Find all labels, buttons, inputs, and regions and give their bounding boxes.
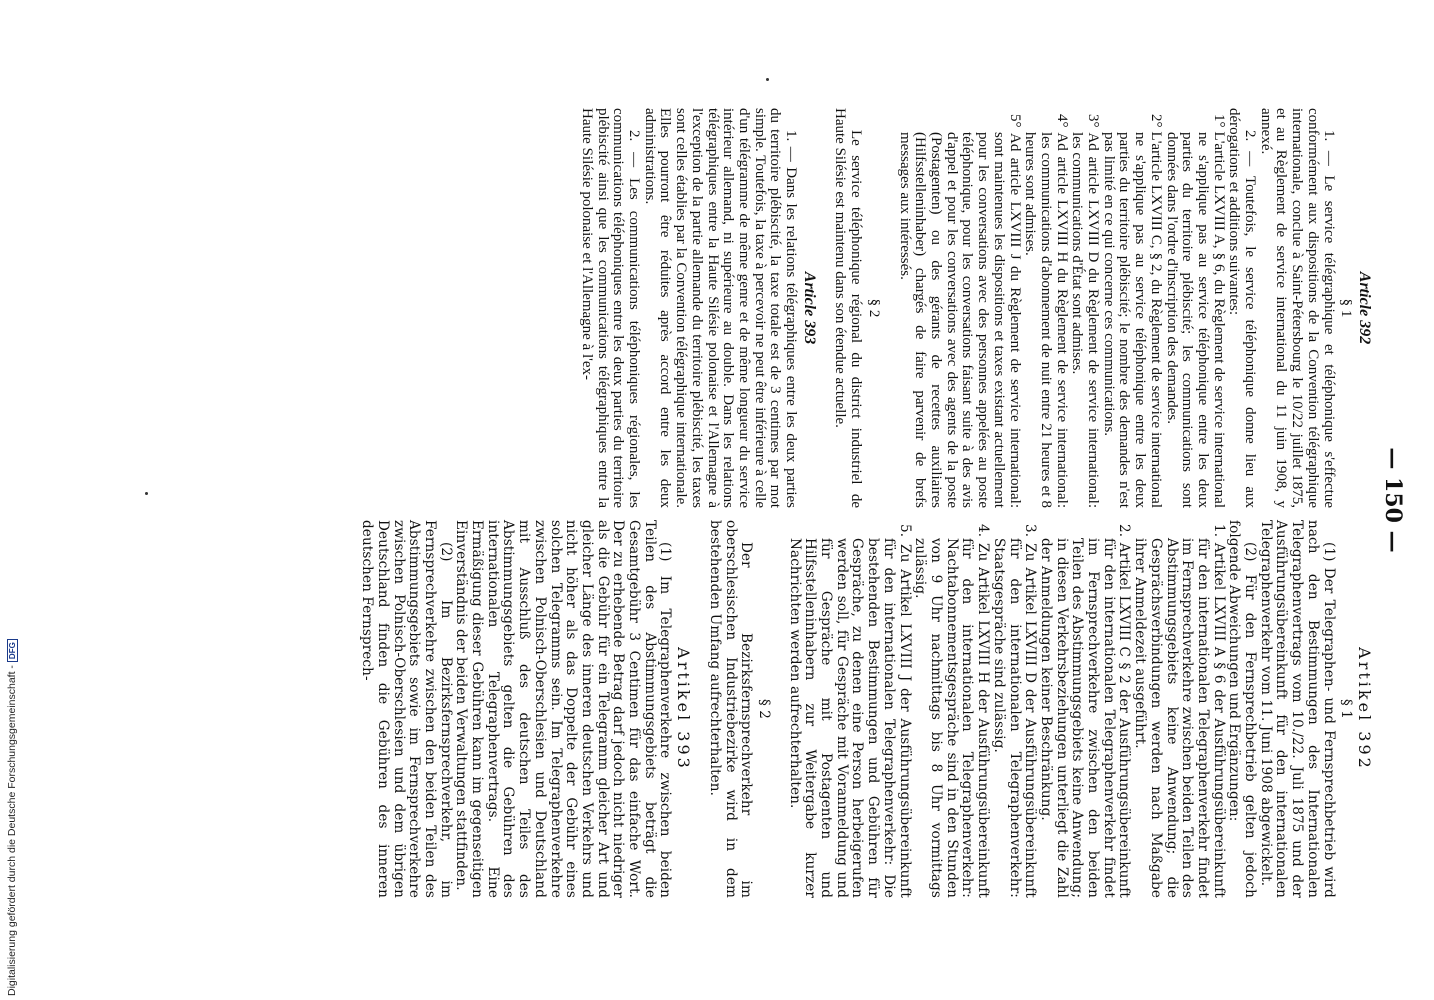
speck <box>766 78 769 81</box>
paragraph: 1. — Le service télégraphique et téléphonique s'effectue conformément aux dispositions de la Convention télégraphique internationale, conclue à Saint-Pétersbourg le 10/22 juillet 1875, et au Règlement de service international du 11 juin 1908, y annexé. <box>1257 108 1337 508</box>
paragraph: 1. — Dans les relations télégraphiques entre les deux parties du territoire plébiscité, la taxe totale est de 3 centimes par mot simple. Toutefois, la taxe à percevoir ne peut être inférieure à celle d'un télégramme de même genre et de même longueur du service intérieur allemand, ni supérieure au double. Dans les relations télégraphiques entre la Haute Silésie polonaise et l'Allemagne à l'exception de la partie allemande du territoire plébiscité, les taxes sont celles établies par la Convention télégraphique internationale. Elles pourront être réduites après accord entre les deux administrations. <box>641 108 800 508</box>
list-item: 4. Zu Artikel LXVIII H der Ausführungsübereinkunft für den internationalen Telegraphenverkehr: Nachtabonnementsgespräche sind in den Stunden von 9 Uhr nachmittags bis 8 Uhr vormittags zulässig. <box>912 524 992 898</box>
paragraph: Der Bezirksfernsprechverkehr im oberschlesischen Industriebezirke wird in dem bestehenden Umfang aufrechterhalten. <box>706 520 755 898</box>
french-column <box>578 108 1372 508</box>
list-item: 5. Zu Artikel LXVIII J der Ausführungsübereinkunft für den internationalen Telegraphenverkehr: Die bestehenden Bestimmungen und Gebühren für Gespräche, zu denen eine Person herbeigerufen werden soll, für Gespräche mit Voranmeldung und für Gespräche mit Postagenten und Hilfsstelleninhabern zur Weitergabe kurzer Nachrichten werden aufrechterhalten. <box>786 524 913 898</box>
digitization-footer <box>6 639 18 996</box>
section-1-heading-de: § 1 <box>1338 698 1355 720</box>
footer-text: Digitalisierung gefördert durch die Deutsche Forschungsgemeinschaft - <box>6 665 18 996</box>
paragraph: (2) Für den Fernsprechbetrieb gelten jedoch folgende Abweichungen und Ergänzungen: <box>1226 520 1259 898</box>
list-item: 3° Ad article LXVIII D du Règlement de service international: les communications d'État sont admises. <box>1069 114 1102 508</box>
list-item: 1. Artikel LXVIII A § 6 der Ausführungsübereinkunft für den internationalen Telegraphenverkehr findet im Fernsprechverkehre zwischen beiden Teilen des Abstimmungsgebiets keine Anwendung; die Gesprächsverbindungen werden nach Maßgabe ihrer Anmeldezeit ausgeführt. <box>1132 524 1227 898</box>
list-item: 2. Artikel LXVIII C § 2 der Ausführungsübereinkunft für den internationalen Telegraphenverkehr findet im Fernsprechverkehre zwischen den beiden Teilen des Abstimmungsgebiets keine Anwendung; in diesen Verkehrsbeziehungen unterliegt die Zahl der Anmeldungen keiner Beschränkung. <box>1037 524 1133 898</box>
section-2-heading-de: § 2 <box>755 698 772 720</box>
list-item: 4° Ad article LXVIII H du Règlement de service international: les communications d'abonnement de nuit entre 21 heures et 8 heures sont admises. <box>1022 114 1070 508</box>
german-column <box>358 520 1372 898</box>
section-2-heading-fr: § 2 <box>865 298 882 318</box>
list-item: 1° L'article LXVIII A, § 6, du Règlement de service international ne s'applique pas au service téléphonique entre les deux parties du territoire plébiscité; les communications sont données dans l'ordre d'inscription des demandes. <box>1163 114 1227 508</box>
article-392-heading-fr: Article 392 <box>1356 271 1373 345</box>
page-number: — 150 — <box>1380 447 1406 553</box>
article-393-heading-de: Artikel 393 <box>674 647 694 771</box>
paragraph: 2. — Les communications téléphoniques régionales, les communications téléphoniques entre les deux parties du territoire plébiscité ainsi que les communications télégraphiques entre la Haute Silésie polonaise et l'Allemagne à l'ex- <box>578 108 643 508</box>
article-393-heading-fr: Article 393 <box>800 271 818 345</box>
paragraph: (1) Der Telegraphen- und Fernsprechbetrieb wird nach den Bestimmungen des Internationalen Telegraphenvertrags vom 10./22. Juli 1875 und der Ausführungsübereinkunft für den internationalen Telegraphenverkehr vom 11. Juni 1908 abgewickelt. <box>1257 520 1337 898</box>
list-item: 3. Zu Artikel LXVIII D der Ausführungsübereinkunft für den internationalen Telegraphenverkehr: Staatsgespräche sind zulässig. <box>990 524 1039 898</box>
list-item: 2° L'article LXVIII C, § 2, du Règlement de service international ne s'applique pas au service téléphonique entre les deux parties du territoire plébiscité; le nombre des demandes n'est pas limité en ce qui concerne ces communications. <box>1100 114 1164 508</box>
section-1-heading-fr: § 1 <box>1338 298 1355 318</box>
paragraph: (2) Im Bezirksfernsprechverkehr, im Fernsprechverkehre zwischen den beiden Teilen des Abstimmungsgebiets sowie im Fernsprechverkehre zwischen Polnisch-Oberschlesien und dem übrigen Deutschland finden die Gebühren des inneren deutschen Fernsprech- <box>359 520 454 898</box>
article-392-heading-de: Artikel 392 <box>1355 647 1374 771</box>
paragraph: Le service téléphonique régional du district industriel de Haute Silésie est maintenu dans son étendue actuelle. <box>832 108 865 508</box>
list-item: 5° Ad article LXVIII J du Règlement de service international: sont maintenues les dispositions et taxes existant actuellement pour les conversations avec des personnes appelées au poste téléphonique, pour les conversations faisant suite à des avis d'appel et pour les conversations avec des agents de la poste (Postagenten) ou des gérants de recettes auxiliaires (Hilfsstelleninhaber) chargés de faire parvenir de brefs messages aux intéressés. <box>896 114 1023 508</box>
speck <box>145 492 148 495</box>
paragraph: (1) Im Telegraphenverkehre zwischen beiden Teilen des Abstimmungsgebiets beträgt die Gesamtgebühr 3 Centimen für das einfache Wort. Der zu erhebende Betrag darf jedoch nicht niedriger als die Gebühr für ein Telegramm gleicher Art und gleicher Länge des inneren deutschen Verkehrs und nicht höher als das Doppelte der Gebühr eines solchen Telegramms sein. Im Telegraphenverkehre zwischen Polnisch-Oberschlesien und Deutschland mit Ausschluß des deutschen Teiles des Abstimmungsgebiets gelten die Gebühren des internationalen Telegraphenvertrags. Eine Ermäßigung dieser Gebühren kann im gegenseitigen Einverständnis der beiden Verwaltungen stattfinden. <box>453 520 674 898</box>
dfg-logo: DFG <box>7 639 18 662</box>
paragraph: 2. — Toutefois, le service téléphonique donne lieu aux dérogations et additions suivantes: <box>1226 108 1259 508</box>
